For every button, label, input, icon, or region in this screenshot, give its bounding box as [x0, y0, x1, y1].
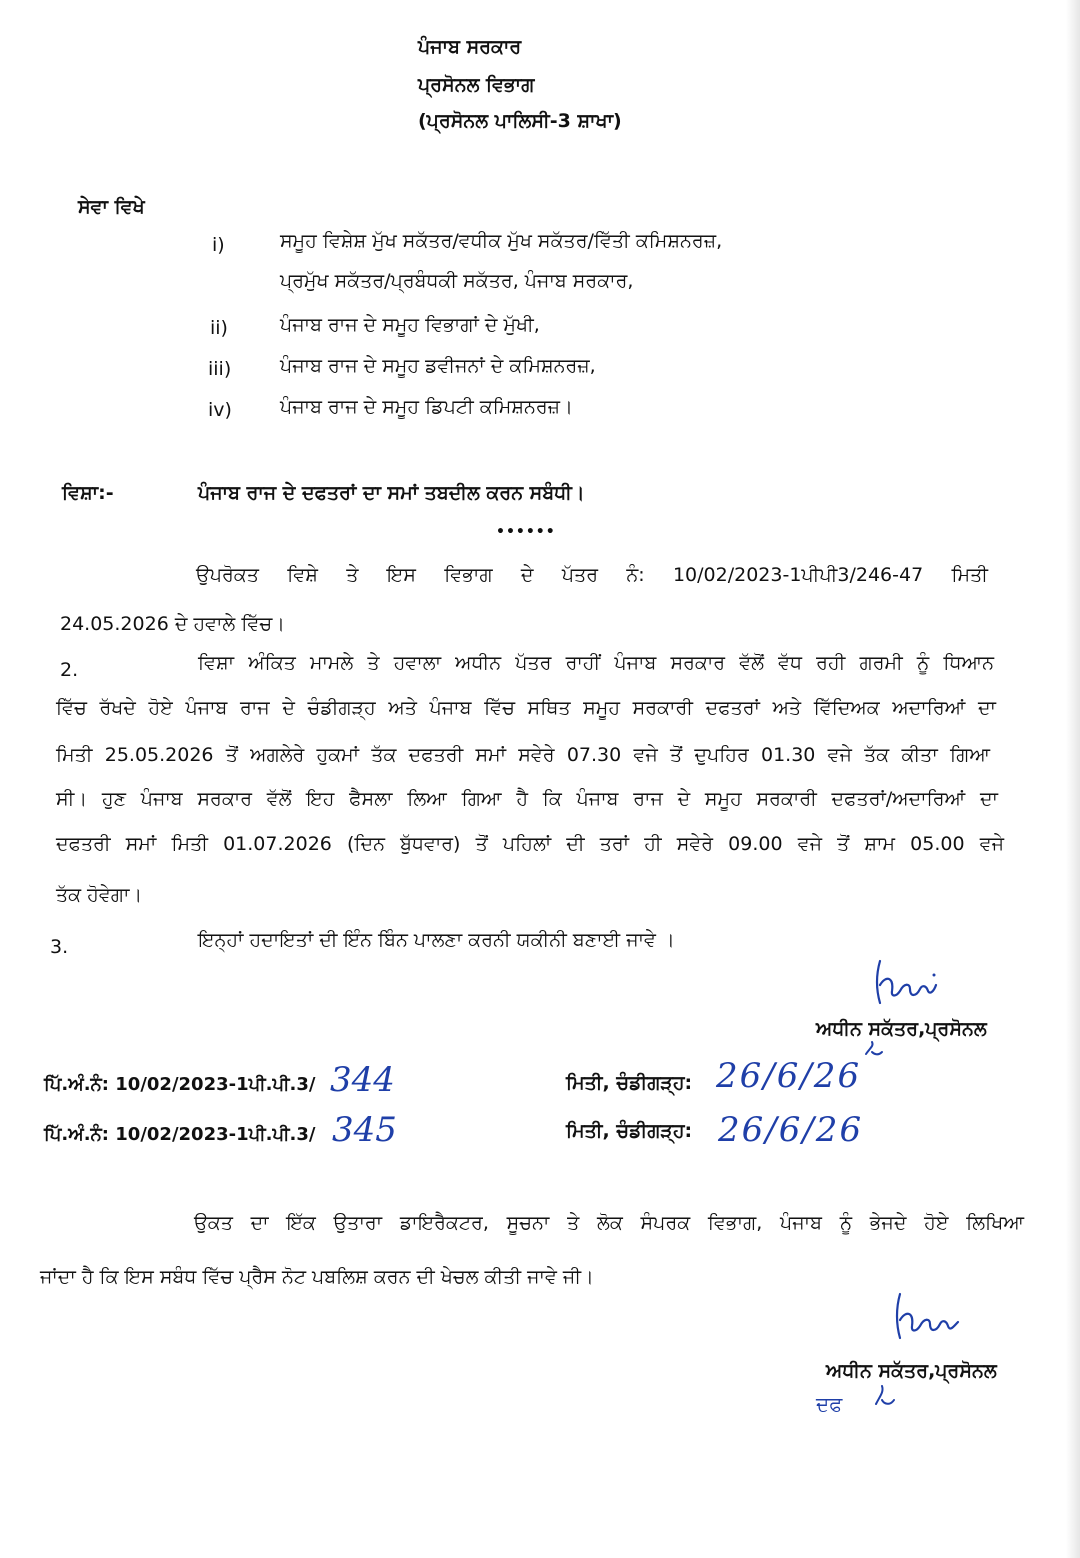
addressee-line: ਪ੍ਰਮੁੱਖ ਸਕੱਤਰ/ਪ੍ਰਬੰਧਕੀ ਸਕੱਤਰ, ਪੰਜਾਬ ਸਰਕਾਰ,	[280, 270, 634, 292]
paragraph-2-line: ਮਿਤੀ 25.05.2026 ਤੋਂ ਅਗਲੇਰੇ ਹੁਕਮਾਂ ਤੱਕ ਦਫਤਰੀ ਸਮਾਂ ਸਵੇਰੇ 07.30 ਵਜੇ ਤੋਂ ਦੁਪਹਿਰ 01.30 ਵਜੇ ਤੱਕ ਕੀਤਾ ਗਿਆ	[56, 744, 990, 766]
addressee-num-3: iii)	[208, 358, 232, 380]
paragraph-2-line: ਸੀ। ਹੁਣ ਪੰਜਾਬ ਸਰਕਾਰ ਵੱਲੋਂ ਇਹ ਫੈਸਲਾ ਲਿਆ ਗਿਆ ਹੈ ਕਿ ਪੰਜਾਬ ਰਾਜ ਦੇ ਸਮੂਹ ਸਰਕਾਰੀ ਦਫਤਰਾਂ/ਅਦਾਰਿਆਂ ਦਾ	[56, 788, 998, 810]
paragraph-2-number: 2.	[60, 659, 79, 681]
endorsement-1-number: 344	[330, 1060, 395, 1100]
signature-2-initials: ਦਫ	[816, 1392, 843, 1416]
addressee-num-2: ii)	[210, 317, 228, 339]
endorsement-2-date-label: ਮਿਤੀ, ਚੰਡੀਗੜ੍ਹ:	[566, 1120, 693, 1142]
endorsement-2-number: 345	[332, 1110, 397, 1150]
addressee-num-4: iv)	[208, 399, 232, 421]
addressee-line: ਪੰਜਾਬ ਰਾਜ ਦੇ ਸਮੂਹ ਡਿਪਟੀ ਕਮਿਸ਼ਨਰਜ਼।	[280, 396, 573, 418]
endorsement-1-label: ਪਿੱ.ਅੰ.ਨੰ: 10/02/2023-1ਪੀ.ਪੀ.3/	[44, 1074, 316, 1095]
copy-note-line: ਉਕਤ ਦਾ ਇੱਕ ਉਤਾਰਾ ਡਾਇਰੈਕਟਰ, ਸੂਚਨਾ ਤੇ ਲੋਕ ਸੰਪਰਕ ਵਿਭਾਗ, ਪੰਜਾਬ ਨੂੰ ਭੇਜਦੇ ਹੋਏ ਲਿਖਿਆ	[194, 1212, 1024, 1234]
paragraph-2-line: ਤੱਕ ਹੋਵੇਗਾ।	[56, 884, 143, 906]
signature-2-initial-mark	[872, 1382, 898, 1410]
endorsement-1-date-label: ਮਿਤੀ, ਚੰਡੀਗੜ੍ਹ:	[566, 1072, 693, 1094]
signature-1-image	[870, 955, 944, 1011]
header-department: ਪ੍ਰਸੋਨਲ ਵਿਭਾਗ	[418, 74, 535, 96]
paragraph-3-text: ਇਨ੍ਹਾਂ ਹਦਾਇਤਾਂ ਦੀ ਇੰਨ ਬਿੰਨ ਪਾਲਣਾ ਕਰਨੀ ਯਕੀਨੀ ਬਣਾਈ ਜਾਵੇ ।	[198, 929, 675, 951]
addressee-line: ਪੰਜਾਬ ਰਾਜ ਦੇ ਸਮੂਹ ਡਵੀਜਨਾਂ ਦੇ ਕਮਿਸ਼ਨਰਜ਼,	[280, 355, 596, 377]
addressee-num-1: i)	[212, 234, 225, 256]
subject-label: ਵਿਸ਼ਾ:-	[62, 482, 114, 504]
header-branch: (ਪ੍ਰਸੋਨਲ ਪਾਲਿਸੀ-3 ਸ਼ਾਖਾ)	[418, 110, 622, 132]
addressee-line: ਪੰਜਾਬ ਰਾਜ ਦੇ ਸਮੂਹ ਵਿਭਾਗਾਂ ਦੇ ਮੁੱਖੀ,	[280, 314, 540, 336]
endorsement-1-date: 26/6/26	[716, 1056, 862, 1096]
signature-1-designation: ਅਧੀਨ ਸਕੱਤਰ,ਪ੍ਰਸੋਨਲ	[816, 1018, 987, 1040]
signature-1-initial-mark	[862, 1038, 884, 1060]
signature-2-designation: ਅਧੀਨ ਸਕੱਤਰ,ਪ੍ਰਸੋਨਲ	[826, 1360, 997, 1382]
addressee-line: ਸਮੂਹ ਵਿਸ਼ੇਸ਼ ਮੁੱਖ ਸਕੱਤਰ/ਵਧੀਕ ਮੁੱਖ ਸਕੱਤਰ/ਵਿੱਤੀ ਕਮਿਸ਼ਨਰਜ਼,	[280, 230, 723, 252]
addressee-title: ਸੇਵਾ ਵਿਖੇ	[78, 196, 145, 218]
paragraph-1-line: 24.05.2026 ਦੇ ਹਵਾਲੇ ਵਿੱਚ।	[60, 613, 285, 635]
header-government: ਪੰਜਾਬ ਸਰਕਾਰ	[418, 36, 522, 58]
paragraph-2-line: ਦਫਤਰੀ ਸਮਾਂ ਮਿਤੀ 01.07.2026 (ਦਿਨ ਬੁੱਧਵਾਰ) ਤੋਂ ਪਹਿਲਾਂ ਦੀ ਤਰਾਂ ਹੀ ਸਵੇਰੇ 09.00 ਵਜੇ ਤੋਂ ਸ਼ਾਮ 05.00 ਵਜੇ	[56, 833, 1004, 855]
paragraph-3-number: 3.	[50, 936, 69, 958]
endorsement-2-label: ਪਿੱ.ਅੰ.ਨੰ: 10/02/2023-1ਪੀ.ਪੀ.3/	[44, 1124, 316, 1145]
paragraph-1-line: ਉਪਰੋਕਤ ਵਿਸ਼ੇ ਤੇ ਇਸ ਵਿਭਾਗ ਦੇ ਪੱਤਰ ਨੰ: 10/02/2023-1ਪੀਪੀ3/246-47 ਮਿਤੀ	[196, 564, 988, 586]
paragraph-2-line: ਵਿਸ਼ਾ ਅੰਕਿਤ ਮਾਮਲੇ ਤੇ ਹਵਾਲਾ ਅਧੀਨ ਪੱਤਰ ਰਾਹੀਂ ਪੰਜਾਬ ਸਰਕਾਰ ਵੱਲੋਂ ਵੱਧ ਰਹੀ ਗਰਮੀ ਨੂੰ ਧਿਆਨ	[198, 652, 994, 674]
signature-2-image	[888, 1288, 968, 1346]
page-edge-shadow	[1066, 0, 1080, 1558]
endorsement-2-date: 26/6/26	[718, 1110, 864, 1150]
subject-text: ਪੰਜਾਬ ਰਾਜ ਦੇ ਦਫਤਰਾਂ ਦਾ ਸਮਾਂ ਤਬਦੀਲ ਕਰਨ ਸਬੰਧੀ।	[198, 482, 585, 504]
paragraph-2-line: ਵਿੱਚ ਰੱਖਦੇ ਹੋਏ ਪੰਜਾਬ ਰਾਜ ਦੇ ਚੰਡੀਗੜ੍ਹ ਅਤੇ ਪੰਜਾਬ ਵਿੱਚ ਸਥਿਤ ਸਮੂਹ ਸਰਕਾਰੀ ਦਫਤਰਾਂ ਅਤੇ ਵਿੱਦਿਅਕ ਅਦਾਰਿਆਂ ਦਾ	[56, 697, 996, 719]
copy-note-line: ਜਾਂਦਾ ਹੈ ਕਿ ਇਸ ਸਬੰਧ ਵਿੱਚ ਪ੍ਰੈਸ ਨੋਟ ਪਬਲਿਸ਼ ਕਰਨ ਦੀ ਖੇਚਲ ਕੀਤੀ ਜਾਵੇ ਜੀ।	[40, 1266, 594, 1288]
separator-dots: ••••••	[496, 524, 556, 540]
